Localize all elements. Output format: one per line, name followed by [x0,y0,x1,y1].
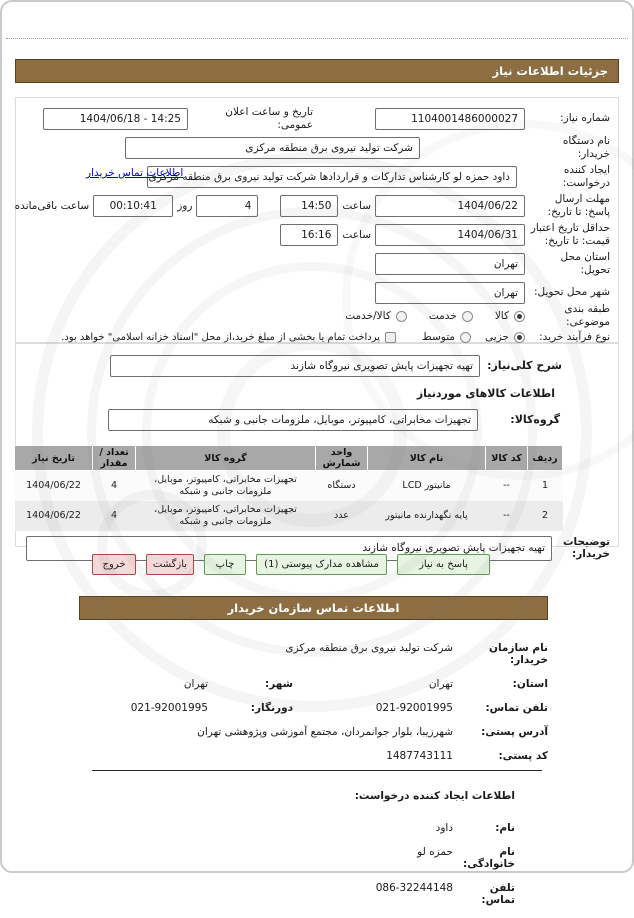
last-name-label: نام خانوادگی: [463,846,515,870]
col-item-name: نام کالا [368,446,486,471]
dotted-separator [6,38,628,39]
view-attachments-button[interactable]: مشاهده مدارک پیوستی (1) [256,554,387,575]
creator-phone-value: 086-32244148 [375,882,453,894]
city-label: شهر: [265,678,293,690]
goods-table-row [15,471,563,501]
org-name-row [79,642,548,666]
exit-button[interactable]: خروج [92,554,136,575]
org-name-label: نام سازمان خریدار: [489,642,548,666]
province-value: تهران [428,678,453,690]
cell-quantity: 4 [93,471,136,501]
delivery-province-row [24,249,610,278]
postal-address-label: آدرس پستی: [481,726,548,738]
radio-label: کالا [494,310,509,322]
cell-item-name: مانیتور LCD [368,471,486,501]
col-row-number: ردیف [528,446,563,471]
creator-phone-label: تلفن تماس: [481,882,515,906]
treasury-payment-option[interactable] [61,332,396,343]
classification-row [24,303,610,328]
fax-value: 021-92001995 [130,702,208,714]
fax-label: دورنگار: [250,702,293,714]
cell-item-code: -- [486,501,528,531]
goods-group-field[interactable]: تجهیزات مخابراتی، کامپیوتر، موبایل، ملزومات جانبی و شبکه [108,409,478,431]
request-creator-field[interactable]: داود حمزه لو کارشناس تدارکات و قراردادها شرکت تولید نیروی برق منطقه مرکزی [147,166,517,188]
process-type-option-medium[interactable] [422,331,471,343]
request-creator-section [215,790,515,918]
respond-button[interactable]: پاسخ به نیاز [397,554,490,575]
postal-code-row [79,750,548,762]
org-name-value: شرکت تولید نیروی برق منطقه مرکزی [285,642,453,654]
goods-panel [15,343,619,561]
need-summary-row [24,353,610,379]
buyer-description-label: توضیحات خریدار: [562,535,610,561]
section-divider-line [92,770,542,771]
reply-deadline-label: مهلت ارسال پاسخ: تا تاریخ: [547,192,610,218]
contact-phone-value: 021-92001995 [375,702,453,714]
radio-label: کالا/خدمت [345,310,391,322]
need-number-label: شماره نیاز: [560,112,610,125]
goods-group-row [24,407,610,433]
cell-need-date: 1404/06/22 [15,471,93,501]
cell-group: تجهیزات مخابراتی، کامپیوتر، موبایل، ملزومات جانبی و شبکه [136,471,316,501]
delivery-province-label: استان محل تحویل: [560,250,610,276]
announce-label: تاریخ و ساعت اعلان عمومی: [225,105,313,131]
cell-quantity: 4 [93,501,136,531]
reply-deadline-row [14,191,610,220]
city-value: تهران [183,678,208,690]
back-button[interactable]: بازگشت [146,554,194,575]
cell-group: تجهیزات مخابراتی، کامپیوتر، موبایل، ملزومات جانبی و شبکه [136,501,316,531]
cell-unit: دستگاه [316,471,368,501]
buyer-contact-link[interactable]: اطلاعات تماس خریدار [86,167,184,179]
process-type-option-minor[interactable] [485,331,525,343]
buyer-contact-section [79,642,548,774]
radio-label: متوسط [422,331,456,343]
need-summary-label: شرح کلی‌نیاز: [487,359,562,373]
classification-label: طبقه بندی موضوعی: [564,303,610,328]
cell-item-code: -- [486,471,528,501]
col-unit: واحد شمارش [316,446,368,471]
buyer-name-row [24,133,610,162]
postal-code-value: 1487743111 [386,750,453,762]
delivery-city-row [24,278,610,307]
last-name-row [215,846,515,870]
goods-section-title: اطلاعات کالاهای موردنیاز [416,387,555,400]
province-city-row [79,678,548,690]
first-name-label: نام: [495,822,515,834]
radio-selected-icon[interactable] [514,332,525,343]
goods-table-row [15,501,563,531]
reply-deadline-time-field[interactable]: 14:50 [280,195,338,217]
delivery-city-label: شهر محل تحویل: [534,286,610,299]
creator-phone-row [215,882,515,906]
radio-label: خدمت [428,310,457,322]
buyer-description-field[interactable]: تهیه تجهیزات پایش تصویری نیروگاه شازند [26,536,552,561]
radio-icon[interactable] [396,311,407,322]
radio-label: جزیی [485,331,509,343]
print-button[interactable]: چاپ [204,554,246,575]
goods-table-header-row [15,446,563,471]
postal-code-label: کد پستی: [498,750,548,762]
delivery-province-field[interactable]: تهران [375,253,525,275]
col-need-date: تاریخ نیاز [15,446,93,471]
contact-header-bar [79,596,548,620]
remaining-time-label: ساعت باقی‌مانده [14,199,90,212]
price-validity-date-field[interactable]: 1404/06/31 [375,224,525,246]
col-quantity: تعداد / مقدار [93,446,136,471]
reply-deadline-hour-label: ساعت [342,199,371,212]
announce-field[interactable]: 1404/06/18 - 14:25 [43,108,188,130]
phone-fax-row [79,702,548,714]
delivery-city-field[interactable]: تهران [375,282,525,304]
reply-deadline-days-label: روز [177,199,193,212]
radio-selected-icon[interactable] [514,311,525,322]
need-number-field[interactable]: 1104001486000027 [375,108,525,130]
cell-row-number: 2 [528,501,563,531]
postal-address-row [79,726,548,738]
classification-option-goods[interactable] [495,310,525,322]
details-header-title: جزئیات اطلاعات نیاز [492,64,608,78]
need-number-row [24,104,610,133]
price-validity-time-field[interactable]: 16:16 [280,224,338,246]
process-type-label: نوع فرآیند خرید: [539,330,610,343]
action-buttons [92,554,490,575]
treasury-payment-label: پرداخت تمام یا بخشی از مبلغ خرید،از محل "اسناد خزانه اسلامی" خواهد بود. [61,331,381,343]
radio-icon[interactable] [460,332,471,343]
request-creator-label: ایجاد کننده درخواست: [562,163,610,189]
request-creator-title: اطلاعات ایجاد کننده درخواست: [354,790,515,802]
need-fields-panel [15,97,619,343]
contact-header-title: اطلاعات تماس سازمان خریدار [227,601,400,615]
col-item-code: کد کالا [486,446,528,471]
contact-phone-label: تلفن تماس: [485,702,548,714]
buyer-name-field[interactable]: شرکت تولید نیروی برق منطقه مرکزی [125,137,420,159]
price-validity-hour-label: ساعت [342,228,371,241]
cell-item-name: پایه نگهدارنده مانیتور [368,501,486,531]
reply-deadline-days-field[interactable]: 4 [196,195,258,217]
need-summary-field[interactable]: تهیه تجهیزات پایش تصویری نیروگاه شازند [110,355,480,377]
price-validity-row [24,220,610,249]
reply-deadline-date-field[interactable]: 1404/06/22 [375,195,525,217]
cell-unit: عدد [316,501,368,531]
classification-option-service[interactable] [429,310,473,322]
postal-address-value: شهرزیبا، بلوار جوانمردان، مجتمع آموزشی وپژوهشی تهران [197,726,453,738]
province-label: استان: [512,678,548,690]
buyer-name-label: نام دستگاه خریدار: [562,134,610,160]
first-name-row [215,822,515,834]
details-header-bar [15,59,619,83]
goods-group-label: گروه‌کالا: [510,413,560,427]
cell-row-number: 1 [528,471,563,501]
col-group: گروه کالا [136,446,316,471]
first-name-value: داود [435,822,453,834]
classification-option-goods-service[interactable] [345,310,407,322]
goods-table [14,445,563,531]
price-validity-label: حداقل تاریخ اعتبار قیمت: تا تاریخ: [530,221,610,247]
last-name-value: حمزه لو [417,846,453,858]
cell-need-date: 1404/06/22 [15,501,93,531]
remaining-time-field[interactable]: 00:10:41 [93,195,173,217]
checkbox-icon[interactable] [385,332,396,343]
radio-icon[interactable] [462,311,473,322]
